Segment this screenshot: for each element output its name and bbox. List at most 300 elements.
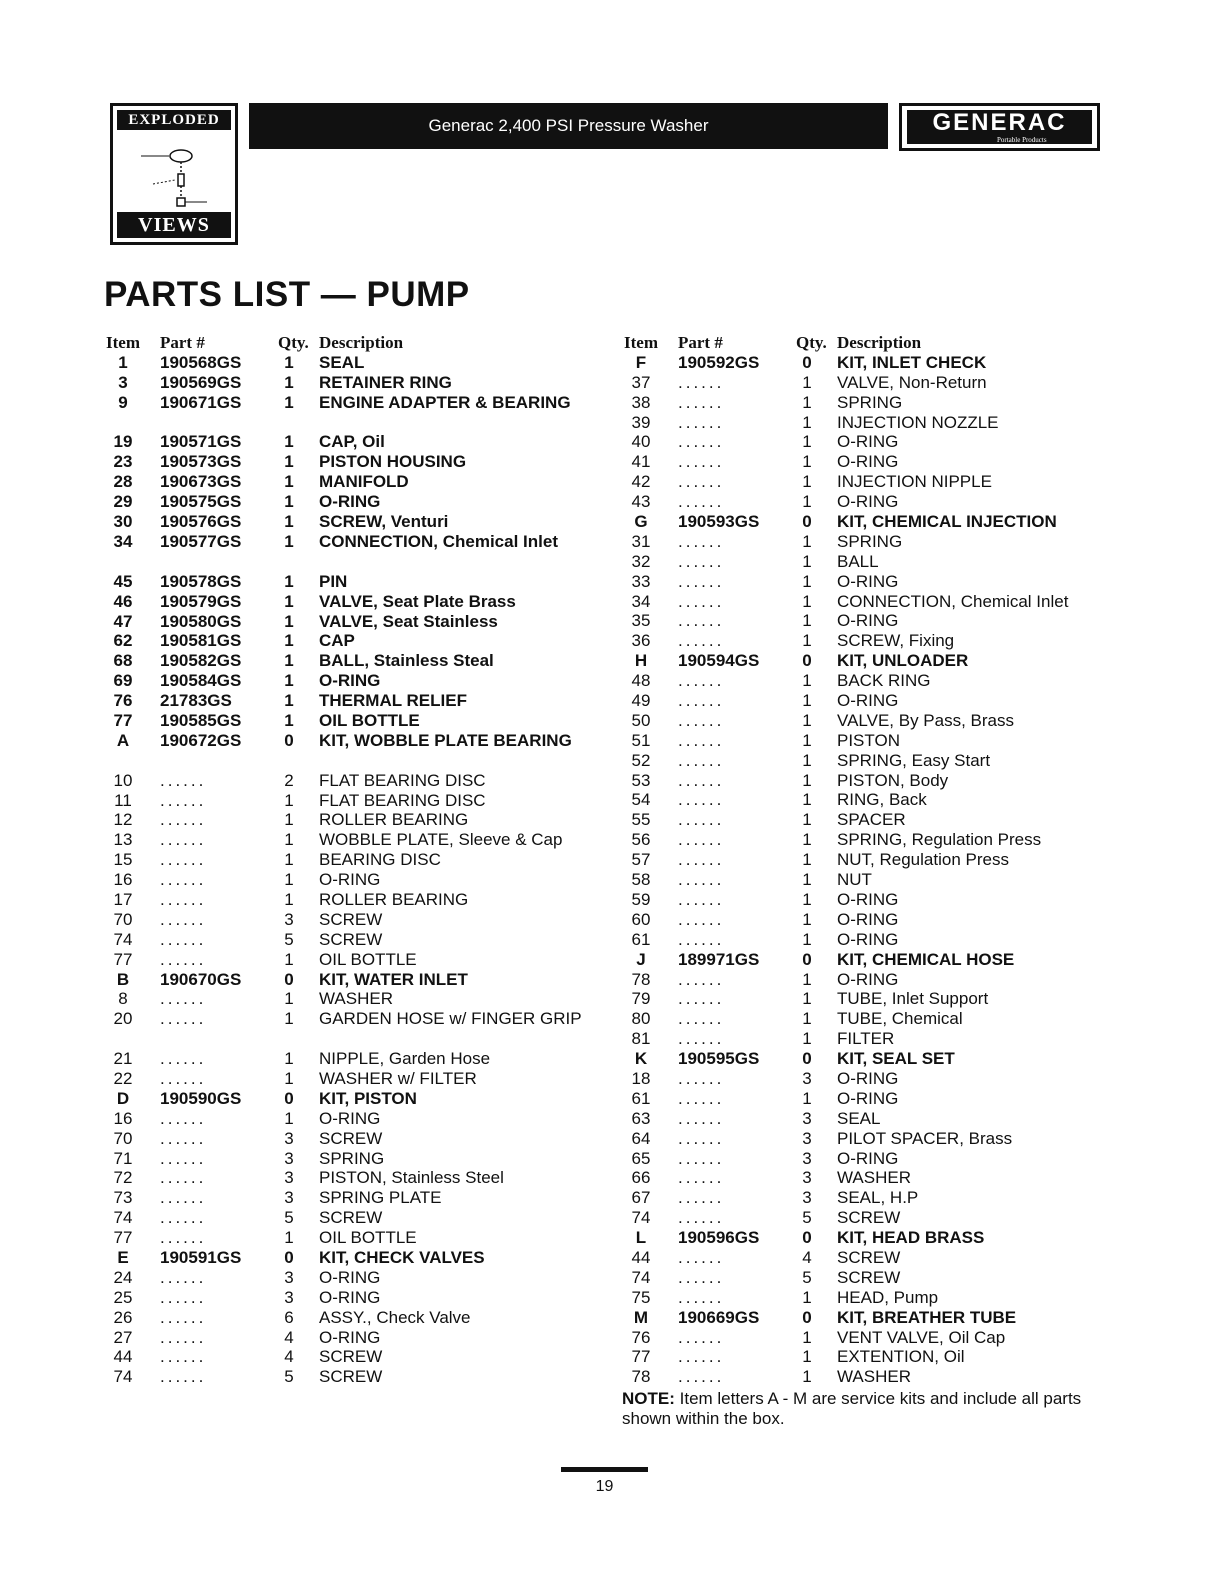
row-part-number: ...... (678, 1247, 725, 1267)
row-part-number: ...... (160, 949, 207, 969)
row-quantity: 4 (284, 1327, 294, 1347)
row-part-number: 190672GS (160, 730, 242, 750)
row-quantity: 1 (802, 452, 812, 472)
row-description: BACK RING (837, 671, 931, 691)
row-part-number: ...... (678, 870, 725, 890)
table-row (622, 353, 1122, 373)
row-part-number: ...... (678, 810, 725, 830)
row-part-number: 190595GS (678, 1049, 760, 1069)
row-description: SCREW (319, 1128, 383, 1148)
row-quantity: 1 (802, 889, 812, 909)
table-row (622, 1288, 1122, 1308)
exploded-views-logo (110, 103, 238, 245)
row-description: SCREW (319, 929, 383, 949)
row-part-number: ...... (160, 1287, 207, 1307)
row-quantity: 3 (284, 909, 294, 929)
table-row (104, 1367, 604, 1387)
row-item: 3 (118, 372, 128, 392)
row-quantity: 1 (284, 372, 294, 392)
row-item: 78 (631, 969, 651, 989)
header-item: Item (624, 333, 658, 352)
row-part-number: ...... (160, 1367, 207, 1387)
row-item: F (635, 352, 647, 372)
row-part-number: 190568GS (160, 352, 242, 372)
row-quantity: 5 (284, 1367, 294, 1387)
row-part-number: ...... (160, 810, 207, 830)
row-quantity: 4 (284, 1347, 294, 1367)
row-quantity: 1 (802, 830, 812, 850)
row-quantity: 2 (284, 770, 294, 790)
row-part-number: ...... (678, 850, 725, 870)
row-item: 76 (631, 1327, 651, 1347)
table-row (622, 1308, 1122, 1328)
row-quantity: 3 (284, 1188, 294, 1208)
row-description: RETAINER RING (319, 372, 452, 392)
row-description: FILTER (837, 1029, 895, 1049)
row-description: O-RING (319, 1287, 381, 1307)
row-quantity: 1 (802, 631, 812, 651)
row-description: PISTON (837, 730, 900, 750)
row-quantity: 3 (284, 1148, 294, 1168)
row-description: O-RING (837, 691, 899, 711)
table-row (622, 691, 1122, 711)
table-row (104, 671, 604, 691)
row-part-number: 190594GS (678, 651, 760, 671)
row-item: 16 (113, 870, 133, 890)
table-row (622, 1248, 1122, 1268)
row-description: WASHER (837, 1168, 911, 1188)
row-quantity: 0 (802, 949, 812, 969)
table-row (104, 950, 604, 970)
table-row (622, 1268, 1122, 1288)
row-item: 63 (631, 1108, 651, 1128)
row-quantity: 1 (284, 671, 294, 691)
row-quantity: 1 (802, 611, 812, 631)
page-title: PARTS LIST — PUMP (104, 275, 470, 314)
row-item: 77 (631, 1347, 651, 1367)
table-row (622, 1089, 1122, 1109)
row-item: 48 (631, 671, 651, 691)
row-part-number: ...... (678, 710, 725, 730)
row-item: 64 (631, 1128, 651, 1148)
page-number-rule (561, 1467, 648, 1472)
row-description: SEAL, H.P (837, 1188, 919, 1208)
row-item: 18 (631, 1068, 651, 1088)
row-item: 80 (631, 1009, 651, 1029)
row-item: 19 (113, 432, 133, 452)
row-description: VALVE, Non-Return (837, 372, 987, 392)
parts-table-right (622, 333, 1122, 1387)
row-item: 61 (631, 929, 651, 949)
table-row (104, 850, 604, 870)
row-part-number: ...... (160, 1069, 207, 1089)
row-description: WASHER (319, 989, 393, 1009)
row-part-number: ...... (678, 452, 725, 472)
row-item: 13 (113, 830, 133, 850)
table-row (104, 691, 604, 711)
table-row (622, 890, 1122, 910)
row-quantity: 1 (284, 870, 294, 890)
row-quantity: 5 (802, 1208, 812, 1228)
row-quantity: 1 (284, 830, 294, 850)
row-quantity: 1 (284, 1069, 294, 1089)
row-quantity: 3 (284, 1287, 294, 1307)
row-item: 44 (113, 1347, 133, 1367)
row-item: 70 (113, 909, 133, 929)
row-part-number: ...... (678, 372, 725, 392)
table-row (104, 512, 604, 532)
table-row (622, 1367, 1122, 1387)
row-part-number: 190596GS (678, 1228, 760, 1248)
row-item: 20 (113, 1009, 133, 1029)
row-part-number: ...... (160, 929, 207, 949)
row-item: 26 (113, 1307, 133, 1327)
table-row (104, 731, 604, 771)
row-part-number: ...... (678, 1367, 725, 1387)
row-description: CONNECTION, Chemical Inlet (319, 531, 558, 551)
table-row (622, 870, 1122, 890)
row-item: 21 (113, 1049, 133, 1069)
row-part-number: ...... (160, 1009, 207, 1029)
row-description: O-RING (837, 432, 899, 452)
row-description: BEARING DISC (319, 850, 441, 870)
row-part-number: ...... (678, 412, 725, 432)
row-item: 29 (113, 492, 133, 512)
row-item: 56 (631, 830, 651, 850)
table-row (104, 1268, 604, 1288)
row-description: SPACER (837, 810, 906, 830)
row-item: 49 (631, 691, 651, 711)
row-description: INJECTION NOZZLE (837, 412, 999, 432)
row-quantity: 1 (284, 472, 294, 492)
row-quantity: 1 (802, 710, 812, 730)
row-description: KIT, CHEMICAL INJECTION (837, 512, 1057, 532)
table-row (104, 830, 604, 850)
table-row (622, 373, 1122, 393)
row-part-number: 190590GS (160, 1088, 242, 1108)
row-part-number: ...... (678, 392, 725, 412)
row-part-number: ...... (678, 432, 725, 452)
row-item: 37 (631, 372, 651, 392)
row-quantity: 1 (802, 472, 812, 492)
row-item: 50 (631, 710, 651, 730)
row-part-number: ...... (160, 870, 207, 890)
row-part-number: ...... (678, 591, 725, 611)
table-row (104, 1228, 604, 1248)
row-description: FLAT BEARING DISC (319, 770, 486, 790)
row-part-number: 190584GS (160, 671, 242, 691)
row-part-number: ...... (678, 909, 725, 929)
table-row (622, 1228, 1122, 1248)
row-description: OIL BOTTLE (319, 710, 420, 730)
row-description: FLAT BEARING DISC (319, 790, 486, 810)
row-description: VALVE, Seat Stainless (319, 611, 498, 631)
row-part-number: 190669GS (678, 1307, 760, 1327)
row-part-number: ...... (678, 1128, 725, 1148)
row-item: 35 (631, 611, 651, 631)
table-row (104, 472, 604, 492)
row-description: SCREW (319, 1367, 383, 1387)
row-part-number: ...... (678, 1009, 725, 1029)
row-quantity: 1 (284, 492, 294, 512)
row-item: 69 (113, 671, 133, 691)
table-row (104, 1248, 604, 1268)
row-part-number: ...... (678, 889, 725, 909)
row-description: WOBBLE PLATE, Sleeve & Cap (319, 830, 563, 850)
row-item: 71 (113, 1148, 133, 1168)
row-part-number: ...... (160, 770, 207, 790)
row-item: 1 (118, 352, 128, 372)
table-row (622, 611, 1122, 631)
row-item: 53 (631, 770, 651, 790)
row-part-number: 190581GS (160, 631, 242, 651)
row-item: 74 (631, 1267, 651, 1287)
brand-subtitle: Portable Products (997, 136, 1047, 144)
table-row (622, 432, 1122, 452)
header-description: Description (837, 333, 922, 352)
table-header (622, 333, 1122, 353)
row-item: 41 (631, 452, 651, 472)
row-quantity: 1 (802, 810, 812, 830)
page-number: 19 (595, 1478, 614, 1495)
row-item: 76 (113, 691, 133, 711)
row-quantity: 1 (802, 969, 812, 989)
table-row (622, 1129, 1122, 1149)
row-description: SCREW, Venturi (319, 512, 449, 532)
row-quantity: 1 (284, 1009, 294, 1029)
row-description: KIT, BREATHER TUBE (837, 1307, 1017, 1327)
row-description: O-RING (837, 929, 899, 949)
row-quantity: 1 (802, 412, 812, 432)
row-quantity: 1 (802, 850, 812, 870)
row-description: RING, Back (837, 790, 927, 810)
row-description: O-RING (319, 1267, 381, 1287)
table-row (104, 989, 604, 1009)
brand-name: GENERAC (932, 109, 1067, 136)
row-description: ASSY., Check Valve (319, 1307, 471, 1327)
row-quantity: 0 (802, 512, 812, 532)
row-part-number: ...... (678, 1108, 725, 1128)
row-description: KIT, CHEMICAL HOSE (837, 949, 1015, 969)
row-item: 74 (113, 1208, 133, 1228)
row-quantity: 1 (802, 929, 812, 949)
row-item: 42 (631, 472, 651, 492)
table-row (622, 1188, 1122, 1208)
row-item: 59 (631, 889, 651, 909)
row-quantity: 0 (802, 352, 812, 372)
row-description: PILOT SPACER, Brass (837, 1128, 1013, 1148)
row-part-number: 190576GS (160, 512, 242, 532)
row-description: NUT, Regulation Press (837, 850, 1009, 870)
row-description: SPRING (319, 1148, 385, 1168)
table-row (622, 731, 1122, 751)
row-item: 73 (113, 1188, 133, 1208)
table-row (622, 1328, 1122, 1348)
row-quantity: 1 (284, 1049, 294, 1069)
row-description: SCREW (837, 1208, 901, 1228)
table-row (104, 1129, 604, 1149)
table-row (622, 552, 1122, 572)
row-quantity: 3 (284, 1168, 294, 1188)
row-item: 77 (113, 1228, 133, 1248)
row-part-number: 190591GS (160, 1248, 242, 1268)
row-part-number: ...... (678, 969, 725, 989)
row-part-number: 190573GS (160, 452, 242, 472)
row-part-number: ...... (678, 1168, 725, 1188)
table-row (104, 452, 604, 472)
row-description: SCREW, Fixing (837, 631, 955, 651)
table-row (622, 532, 1122, 552)
row-item: H (634, 651, 648, 671)
row-part-number: ...... (678, 1347, 725, 1367)
header-qty: Qty. (278, 333, 309, 352)
row-part-number: ...... (678, 989, 725, 1009)
row-description: PIN (319, 571, 348, 591)
row-part-number: ...... (678, 1029, 725, 1049)
row-description: SPRING, Easy Start (837, 750, 991, 770)
row-quantity: 1 (802, 551, 812, 571)
row-quantity: 1 (284, 352, 294, 372)
row-quantity: 1 (284, 611, 294, 631)
row-description: SCREW (319, 1208, 383, 1228)
row-item: 10 (113, 770, 133, 790)
row-item: 16 (113, 1108, 133, 1128)
header-item: Item (106, 333, 140, 352)
row-part-number: 190579GS (160, 591, 242, 611)
row-item: 12 (113, 810, 133, 830)
table-row (622, 1069, 1122, 1089)
row-description: ENGINE ADAPTER & BEARING (319, 392, 571, 412)
table-row (622, 1009, 1122, 1029)
row-description: SEAL (837, 1108, 881, 1128)
table-row (622, 452, 1122, 472)
row-quantity: 1 (802, 909, 812, 929)
table-row (104, 1288, 604, 1308)
parts-table-left (104, 333, 604, 1387)
row-description: TUBE, Chemical (837, 1009, 963, 1029)
row-part-number: ...... (160, 1049, 207, 1069)
table-row (104, 1009, 604, 1049)
row-description: SCREW (319, 909, 383, 929)
row-item: K (634, 1049, 648, 1069)
table-row (622, 671, 1122, 691)
row-quantity: 1 (802, 989, 812, 1009)
table-row (104, 1149, 604, 1169)
row-quantity: 5 (284, 929, 294, 949)
row-part-number: ...... (160, 1347, 207, 1367)
row-item: J (636, 949, 646, 969)
row-part-number: ...... (160, 1168, 207, 1188)
row-quantity: 1 (284, 591, 294, 611)
row-quantity: 0 (802, 651, 812, 671)
table-row (622, 1168, 1122, 1188)
table-row (622, 751, 1122, 771)
row-item: 61 (631, 1088, 651, 1108)
row-quantity: 1 (284, 790, 294, 810)
row-quantity: 1 (284, 1228, 294, 1248)
note-label: NOTE: (622, 1389, 675, 1408)
row-quantity: 1 (284, 452, 294, 472)
row-part-number: ...... (160, 850, 207, 870)
table-row (622, 711, 1122, 731)
row-part-number: ...... (678, 472, 725, 492)
table-row (622, 1208, 1122, 1228)
row-part-number: 190582GS (160, 651, 242, 671)
table-row (622, 1149, 1122, 1169)
table-row (622, 1029, 1122, 1049)
row-item: 77 (113, 710, 133, 730)
row-quantity: 1 (284, 710, 294, 730)
row-description: O-RING (837, 611, 899, 631)
row-item: 11 (114, 790, 132, 810)
row-part-number: 21783GS (160, 691, 232, 711)
row-item: 25 (113, 1287, 133, 1307)
row-description: THERMAL RELIEF (319, 691, 467, 711)
row-part-number: ...... (160, 1208, 207, 1228)
table-row (622, 651, 1122, 671)
row-description: ROLLER BEARING (319, 889, 469, 909)
header-description: Description (319, 333, 404, 352)
table-row (622, 512, 1122, 532)
table-row (104, 1347, 604, 1367)
table-row (622, 989, 1122, 1009)
service-kit-note (622, 1389, 1102, 1429)
table-row (104, 492, 604, 512)
table-row (622, 790, 1122, 810)
row-quantity: 1 (802, 432, 812, 452)
logo-bottom-word: VIEWS (117, 212, 231, 238)
row-item: 78 (631, 1367, 651, 1387)
row-description: KIT, HEAD BRASS (837, 1228, 985, 1248)
row-item: 40 (631, 432, 651, 452)
row-part-number: ...... (160, 790, 207, 810)
table-row (622, 413, 1122, 433)
row-description: O-RING (319, 671, 381, 691)
row-quantity: 1 (802, 691, 812, 711)
row-quantity: 1 (802, 1327, 812, 1347)
row-part-number: ...... (678, 770, 725, 790)
row-description: O-RING (837, 1148, 899, 1168)
row-item: 36 (631, 631, 651, 651)
table-row (104, 1328, 604, 1348)
row-part-number: 190671GS (160, 392, 242, 412)
row-item: 24 (113, 1267, 133, 1287)
row-item: 47 (113, 611, 133, 631)
row-item: 38 (631, 392, 651, 412)
row-item: 68 (113, 651, 133, 671)
row-description: CONNECTION, Chemical Inlet (837, 591, 1069, 611)
table-row (622, 810, 1122, 830)
row-item: 9 (118, 392, 128, 412)
row-description: NUT (837, 870, 872, 890)
row-description: O-RING (319, 870, 381, 890)
row-part-number: ...... (678, 830, 725, 850)
row-description: OIL BOTTLE (319, 949, 417, 969)
exploded-part-sketch-icon (123, 134, 223, 216)
row-item: 81 (631, 1029, 651, 1049)
row-description: SPRING (837, 531, 903, 551)
row-item: 67 (631, 1188, 651, 1208)
row-item: 27 (113, 1327, 133, 1347)
logo-top-word: EXPLODED (117, 110, 231, 130)
row-description: TUBE, Inlet Support (837, 989, 989, 1009)
row-item: 58 (631, 870, 651, 890)
table-row (104, 970, 604, 990)
table-row (622, 592, 1122, 612)
table-row (104, 1168, 604, 1188)
row-part-number: 190569GS (160, 372, 242, 392)
table-header (104, 333, 604, 353)
